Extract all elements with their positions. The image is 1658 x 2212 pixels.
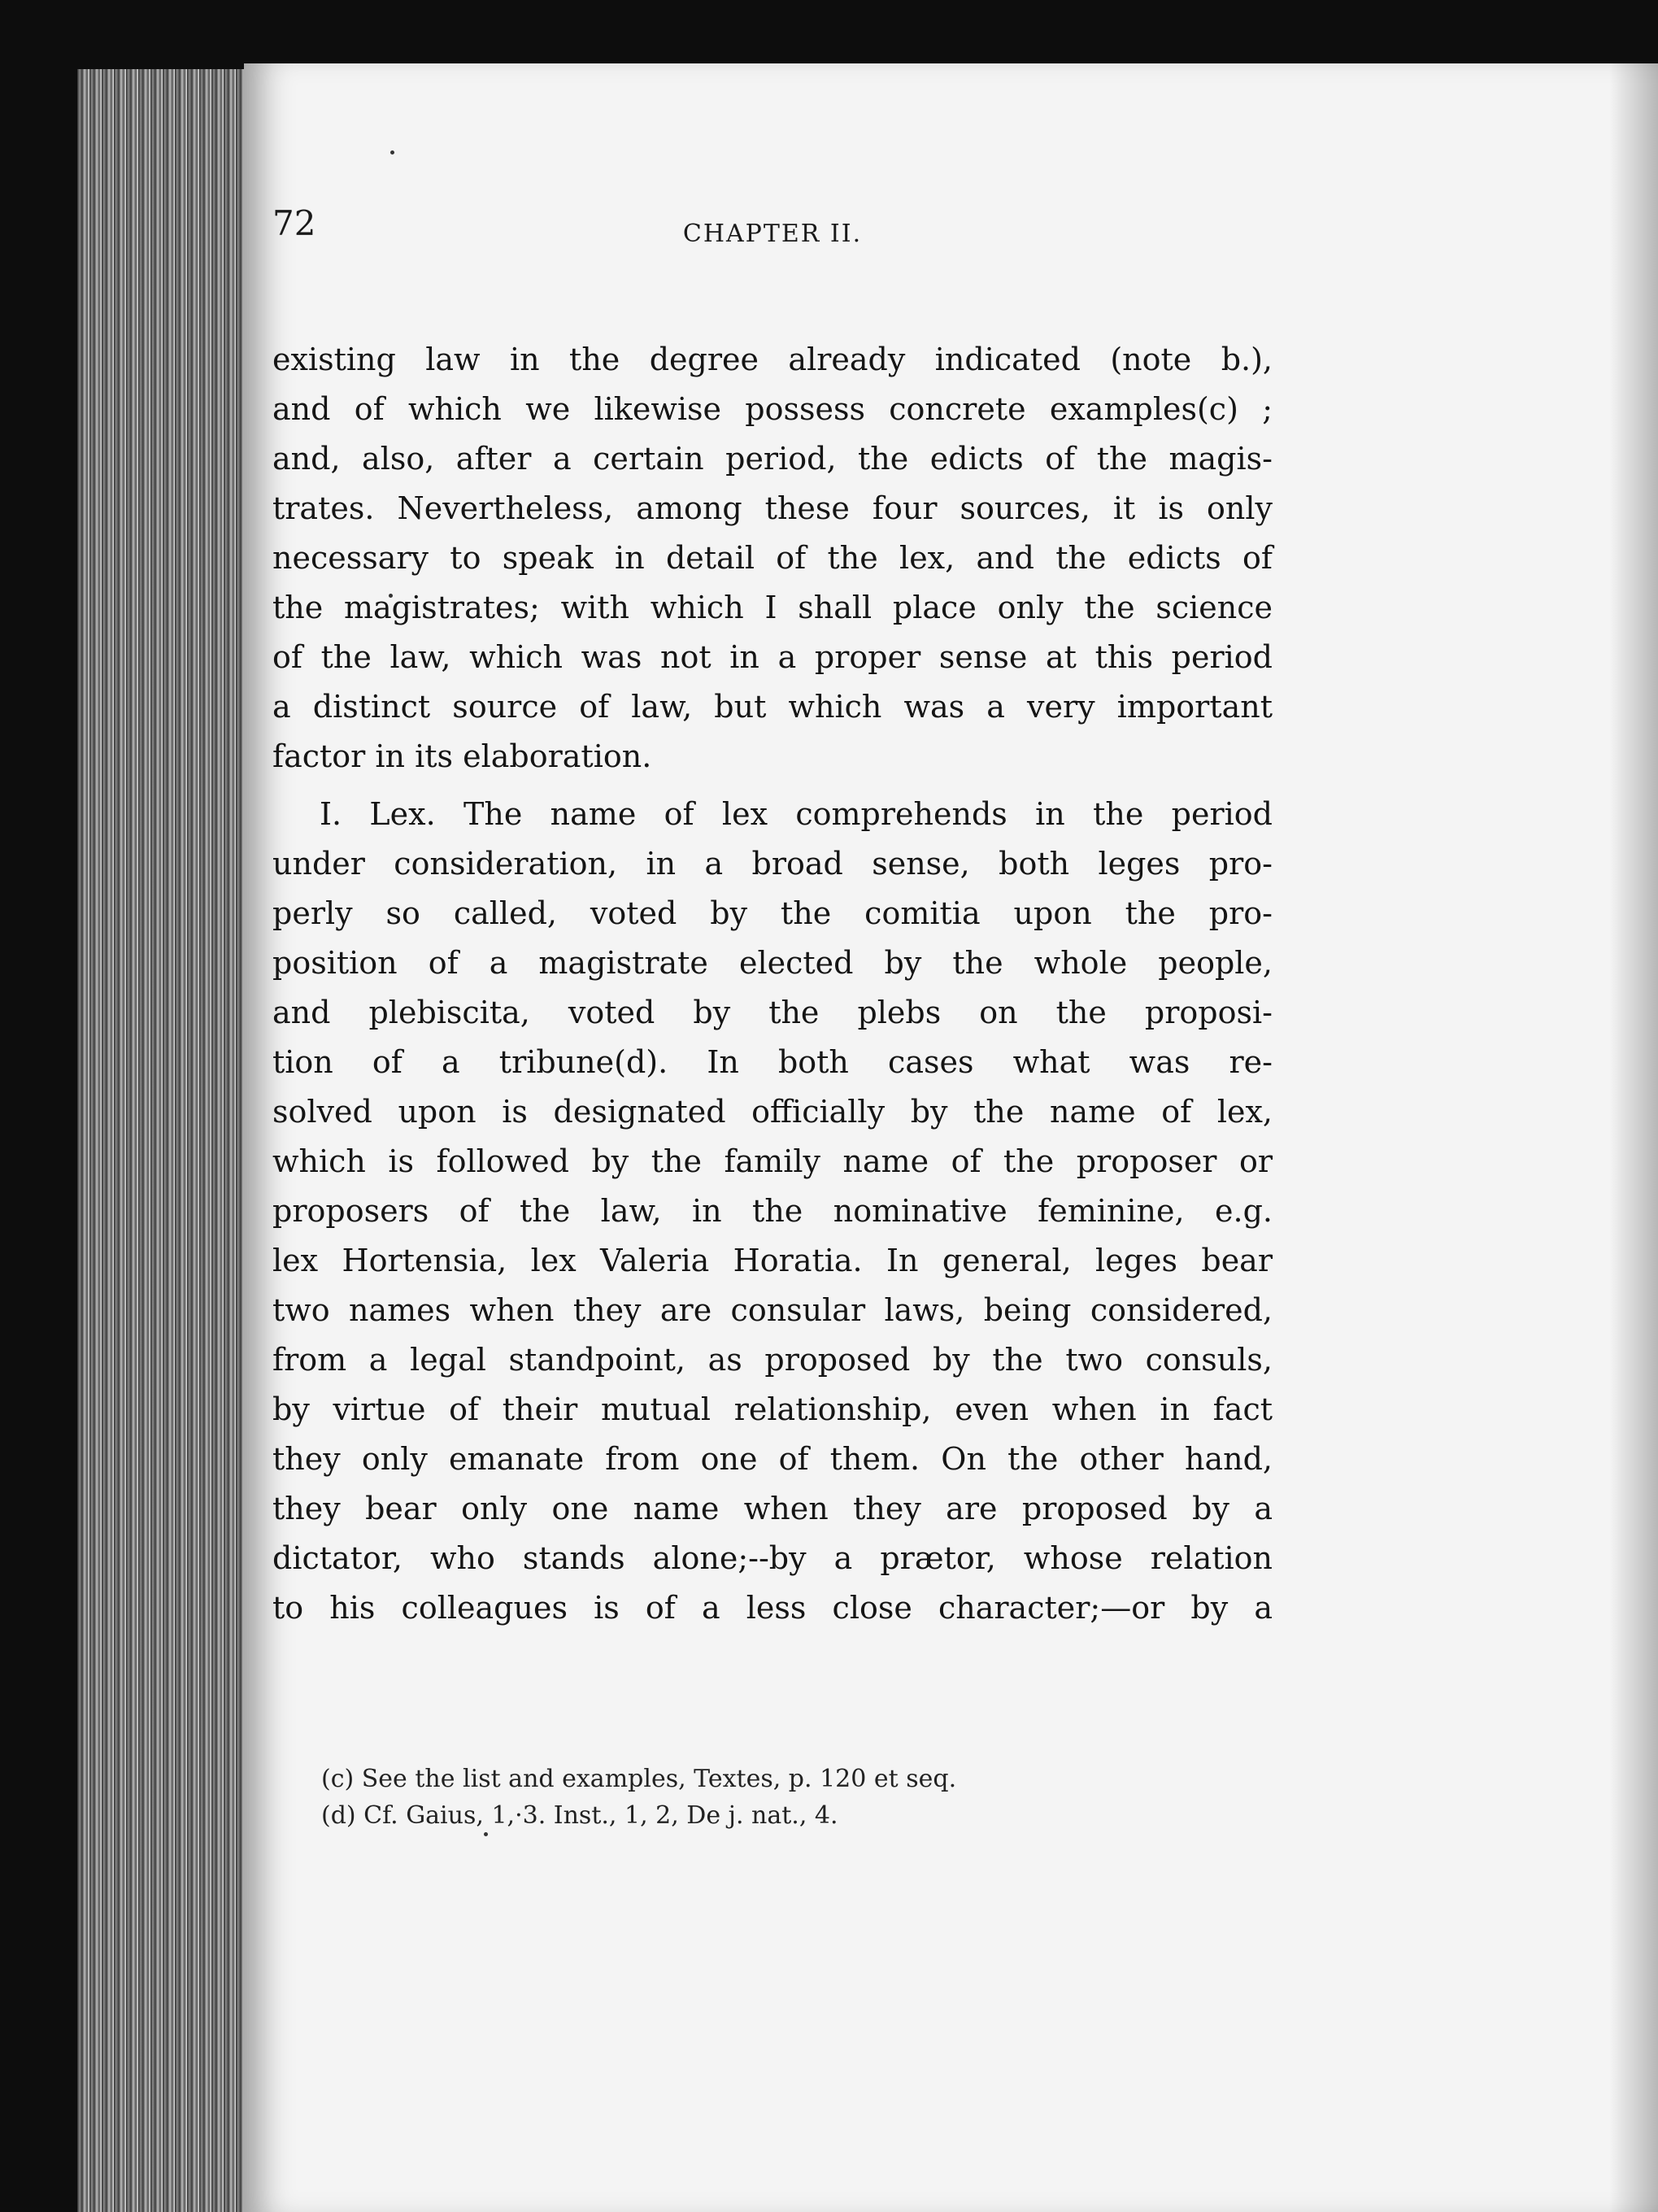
dust-speck [390, 150, 394, 155]
page-shadow [1609, 63, 1658, 2212]
body-line: and of which we likewise possess concrete examples(c) ; [272, 391, 1273, 427]
body-line: tion of a tribune(d). In both cases what was re- [272, 1044, 1273, 1080]
page-header [272, 203, 1273, 268]
running-head: CHAPTER II. [682, 220, 863, 248]
body-line: the magistrates; with which I shall place only the science [272, 590, 1273, 625]
body-line: a distinct source of law, but which was a very important [272, 689, 1273, 725]
footnotes [272, 1761, 1273, 1834]
body-line: and, also, after a certain period, the edicts of the magis- [272, 441, 1273, 477]
book-page-edges [77, 69, 264, 2212]
body-line: solved upon is designated officially by the name of lex, [272, 1094, 1273, 1130]
body-line: trates. Nevertheless, among these four sources, it is only [272, 490, 1273, 526]
section-heading-line: I. Lex. The name of lex comprehends in the period [320, 796, 1273, 832]
body-line: they only emanate from one of them. On the other hand, [272, 1441, 1273, 1477]
body-line: position of a magistrate elected by the whole people, [272, 945, 1273, 981]
body-text [272, 335, 1273, 1633]
body-line: perly so called, voted by the comitia upon the pro- [272, 895, 1273, 931]
body-line: existing law in the degree already indicated (note b.), [272, 342, 1273, 377]
body-line: two names when they are consular laws, being considered, [272, 1292, 1273, 1328]
paragraph-break [272, 782, 1273, 790]
body-line: of the law, which was not in a proper sense at this period [272, 639, 1273, 675]
body-line: under consideration, in a broad sense, both leges pro- [272, 846, 1273, 882]
body-line: lex Hortensia, lex Valeria Horatia. In general, leges bear [272, 1243, 1273, 1278]
page-number: 72 [272, 203, 316, 243]
body-line: they bear only one name when they are proposed by a [272, 1491, 1273, 1526]
body-line: from a legal standpoint, as proposed by the two consuls, [272, 1342, 1273, 1378]
body-line: by virtue of their mutual relationship, even when in fact [272, 1391, 1273, 1427]
body-line: dictator, who stands alone;--by a prætor, whose relation [272, 1540, 1273, 1576]
footnote-c: (c) See the list and examples, Textes, p. 120 et seq. [321, 1765, 957, 1793]
body-line: and plebiscita, voted by the plebs on the proposi- [272, 995, 1273, 1030]
body-line: necessary to speak in detail of the lex, and the edicts of [272, 540, 1273, 576]
body-line: to his colleagues is of a less close character;—or by a [272, 1590, 1273, 1626]
body-line: proposers of the law, in the nominative feminine, e.g. [272, 1193, 1273, 1229]
body-line: which is followed by the family name of the proposer or [272, 1143, 1273, 1179]
footnote-d: (d) Cf. Gaius, 1,·3. Inst., 1, 2, De j. nat., 4. [321, 1801, 838, 1830]
body-line: factor in its elaboration. [272, 738, 652, 774]
